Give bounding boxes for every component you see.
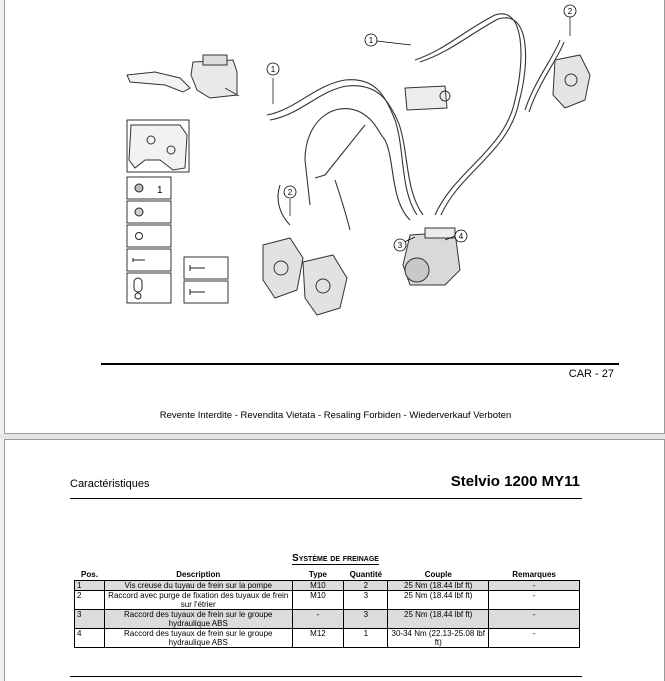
col-header-type: Type: [308, 570, 327, 580]
col-header-torque: Couple: [424, 570, 452, 580]
section-label: Caractéristiques: [70, 478, 150, 490]
table-header-row: [75, 570, 580, 580]
table-title-text: Système de freinage: [292, 553, 379, 564]
brake-hoses-illustration: [267, 14, 564, 230]
cell-pos: 1: [75, 580, 105, 590]
cell-torque: 25 Nm (18.44 lbf ft): [388, 590, 489, 609]
page-footer-rule: [101, 363, 619, 365]
cell-type: M10: [292, 580, 344, 590]
cell-remarks: -: [489, 609, 580, 628]
cell-description: Raccord avec purge de fixation des tuyaux de frein sur l'étrier: [104, 590, 292, 609]
abs-unit-illustration: [403, 228, 460, 285]
page-number: CAR - 27: [568, 368, 614, 380]
callout-2b: [284, 186, 296, 198]
cell-description: Raccord des tuyaux de frein sur le groupe hydraulique ABS: [104, 628, 292, 647]
callout-3: [394, 239, 406, 251]
cell-quantity: 3: [344, 609, 388, 628]
svg-text:2: 2: [287, 188, 293, 197]
table-row: [75, 609, 580, 628]
cell-remarks: -: [489, 628, 580, 647]
cell-quantity: 1: [344, 628, 388, 647]
cell-pos: 3: [75, 609, 105, 628]
col-header-pos: Pos.: [81, 570, 98, 580]
caliper-bracket-illustration: [129, 125, 187, 170]
resale-notice: Revente Interdite - Revendita Vietata - Resaling Forbiden - Wiederverkauf Verboten: [159, 410, 512, 421]
brake-torque-table: [74, 570, 580, 648]
cell-description: Raccord des tuyaux de frein sur le groupe hydraulique ABS: [104, 609, 292, 628]
table-title: [5, 553, 665, 564]
cell-quantity: 2: [344, 580, 388, 590]
table-row: [75, 580, 580, 590]
svg-text:4: 4: [458, 232, 464, 241]
col-header-description: Description: [176, 570, 221, 580]
manual-page-lower: [4, 439, 665, 681]
svg-text:1: 1: [368, 36, 374, 45]
svg-text:2: 2: [567, 7, 573, 16]
rear-caliper-illustration: [553, 55, 590, 108]
front-master-cylinder-illustration: [127, 55, 239, 98]
col-header-remarks: Remarques: [512, 570, 556, 580]
brake-system-diagram: [5, 0, 665, 350]
svg-text:1: 1: [270, 65, 276, 74]
cell-remarks: -: [489, 590, 580, 609]
cell-pos: 2: [75, 590, 105, 609]
table-row: [75, 590, 580, 609]
table-bottom-rule: [70, 676, 582, 677]
cell-remarks: -: [489, 580, 580, 590]
callout-1b: [365, 34, 377, 46]
cell-description: Vis creuse du tuyau de frein sur la pompe: [104, 580, 292, 590]
legend-number: 1: [157, 185, 163, 196]
callout-2a: [564, 5, 576, 17]
cell-pos: 4: [75, 628, 105, 647]
cell-type: M10: [292, 590, 344, 609]
callout-4: [455, 230, 467, 242]
cell-torque: 25 Nm (18.44 lbf ft): [388, 609, 489, 628]
cell-torque: 30-34 Nm (22.13-25.08 lbf ft): [388, 628, 489, 647]
svg-text:3: 3: [397, 241, 403, 250]
header-rule: [70, 498, 582, 499]
rear-master-cylinder-illustration: [405, 86, 450, 110]
col-header-quantity: Quantité: [349, 570, 383, 580]
cell-quantity: 3: [344, 590, 388, 609]
table-row: [75, 628, 580, 647]
model-title: Stelvio 1200 MY11: [450, 473, 580, 490]
manual-page-upper: [4, 0, 665, 434]
front-calipers-illustration: [263, 238, 347, 315]
cell-torque: 25 Nm (18.44 lbf ft): [388, 580, 489, 590]
cell-type: -: [292, 609, 344, 628]
cell-type: M12: [292, 628, 344, 647]
callout-1a: [267, 63, 279, 75]
